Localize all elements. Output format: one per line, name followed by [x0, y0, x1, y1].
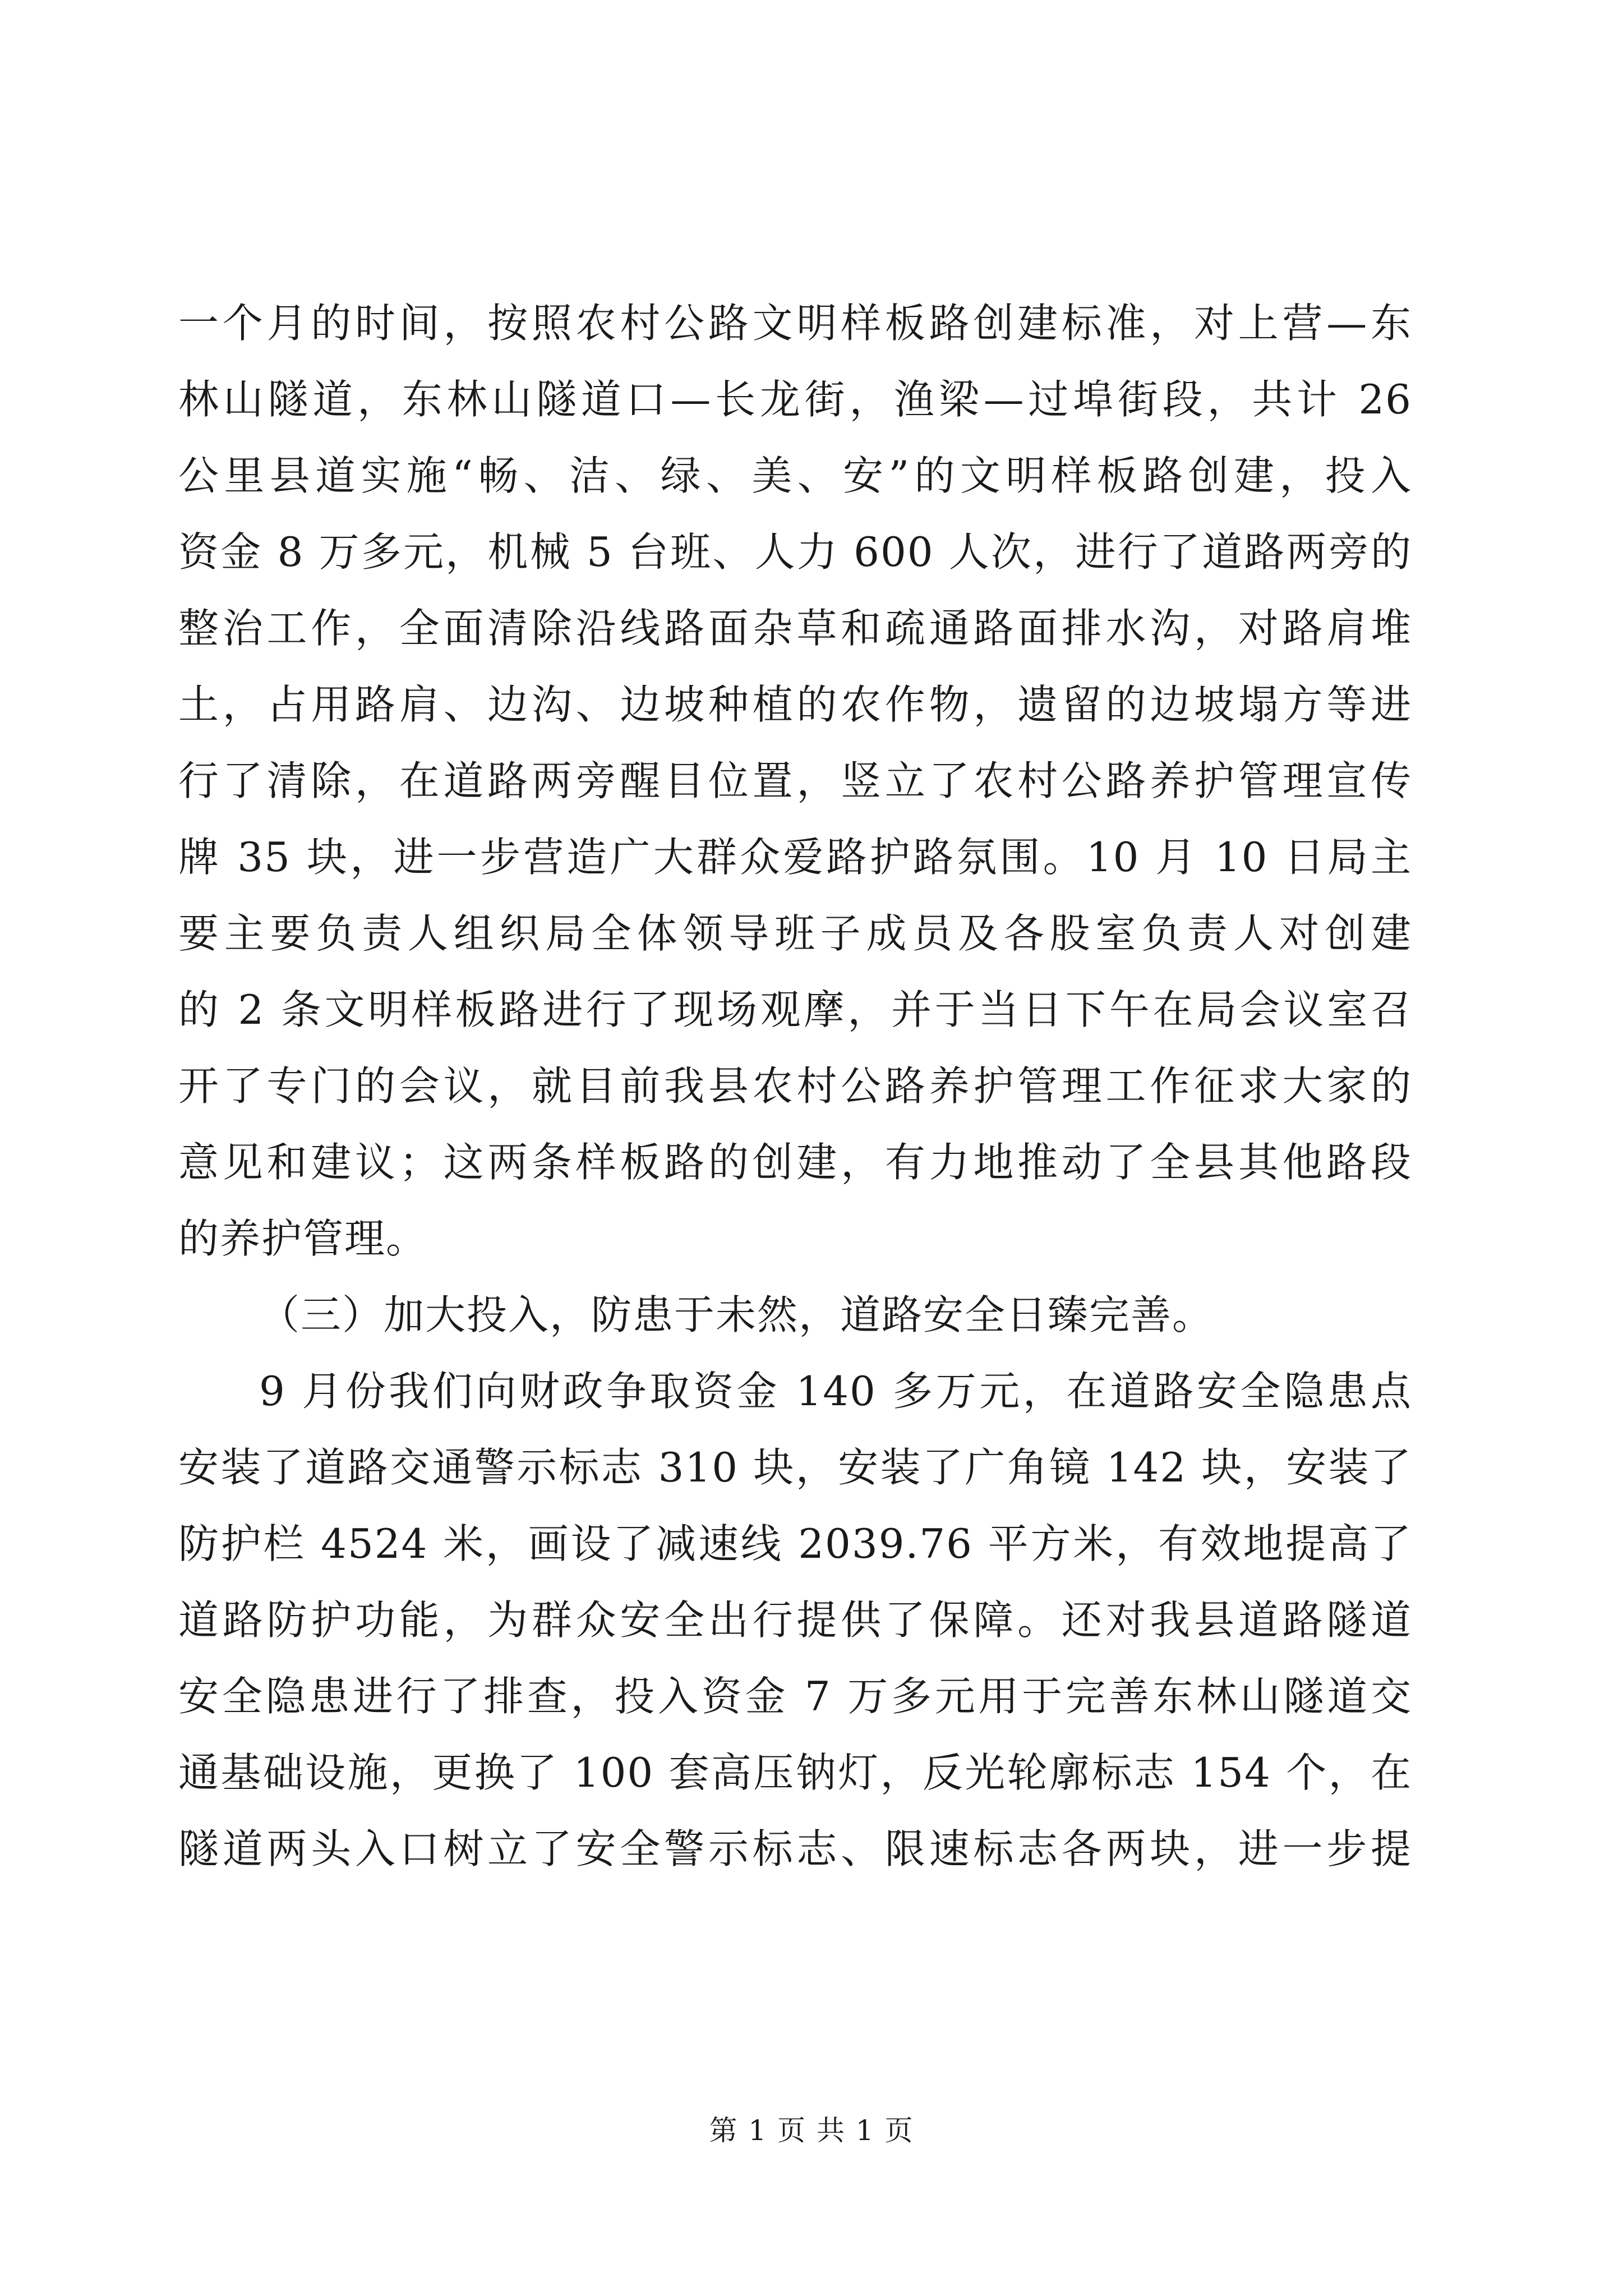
text-line: 要主要负责人组织局全体领导班子成员及各股室负责人对创建	[178, 910, 1412, 957]
text-line: 公里县道实施“畅、洁、绿、美、安”的文明样板路创建，投入	[178, 452, 1412, 499]
section-heading: （三）加大投入，防患于未然，道路安全日臻完善。	[259, 1291, 1214, 1338]
text-line: 9 月份我们向财政争取资金 140 多万元，在道路安全隐患点	[259, 1368, 1412, 1415]
text-line: 隧道两头入口树立了安全警示标志、限速标志各两块，进一步提	[178, 1825, 1412, 1872]
text-line: 行了清除，在道路两旁醒目位置，竖立了农村公路养护管理宣传	[178, 757, 1412, 804]
text-line: 土，占用路肩、边沟、边坡种植的农作物，遗留的边坡塌方等进	[178, 681, 1412, 728]
text-line: 道路防护功能，为群众安全出行提供了保障。还对我县道路隧道	[178, 1596, 1412, 1644]
text-line: 的养护管理。	[178, 1215, 428, 1262]
text-line: 开了专门的会议，就目前我县农村公路养护管理工作征求大家的	[178, 1062, 1412, 1110]
text-line: 防护栏 4524 米，画设了减速线 2039.76 平方米，有效地提高了	[178, 1520, 1412, 1567]
text-line: 安全隐患进行了排查，投入资金 7 万多元用于完善东林山隧道交	[178, 1673, 1412, 1720]
text-line: 安装了道路交通警示标志 310 块，安装了广角镜 142 块，安装了	[178, 1444, 1412, 1491]
document-body	[178, 285, 1412, 1887]
text-line: 林山隧道，东林山隧道口—长龙街，渔梁—过埠街段，共计 26	[178, 376, 1412, 423]
paragraph	[178, 285, 1412, 1277]
text-line: 通基础设施，更换了 100 套高压钠灯，反光轮廓标志 154 个，在	[178, 1749, 1412, 1796]
text-line: 牌 35 块，进一步营造广大群众爱路护路氛围。10 月 10 日局主	[178, 834, 1412, 881]
text-line: 意见和建议；这两条样板路的创建，有力地推动了全县其他路段	[178, 1139, 1412, 1186]
text-line: 的 2 条文明样板路进行了现场观摩，并于当日下午在局会议室召	[178, 986, 1412, 1033]
page-footer: 第 1 页 共 1 页	[709, 2114, 914, 2147]
text-line: 整治工作，全面清除沿线路面杂草和疏通路面排水沟，对路肩堆	[178, 605, 1412, 652]
text-line: 资金 8 万多元，机械 5 台班、人力 600 人次，进行了道路两旁的	[178, 528, 1412, 576]
text-line: 一个月的时间，按照农村公路文明样板路创建标准，对上营—东	[178, 300, 1412, 347]
paragraph	[178, 1353, 1412, 1887]
